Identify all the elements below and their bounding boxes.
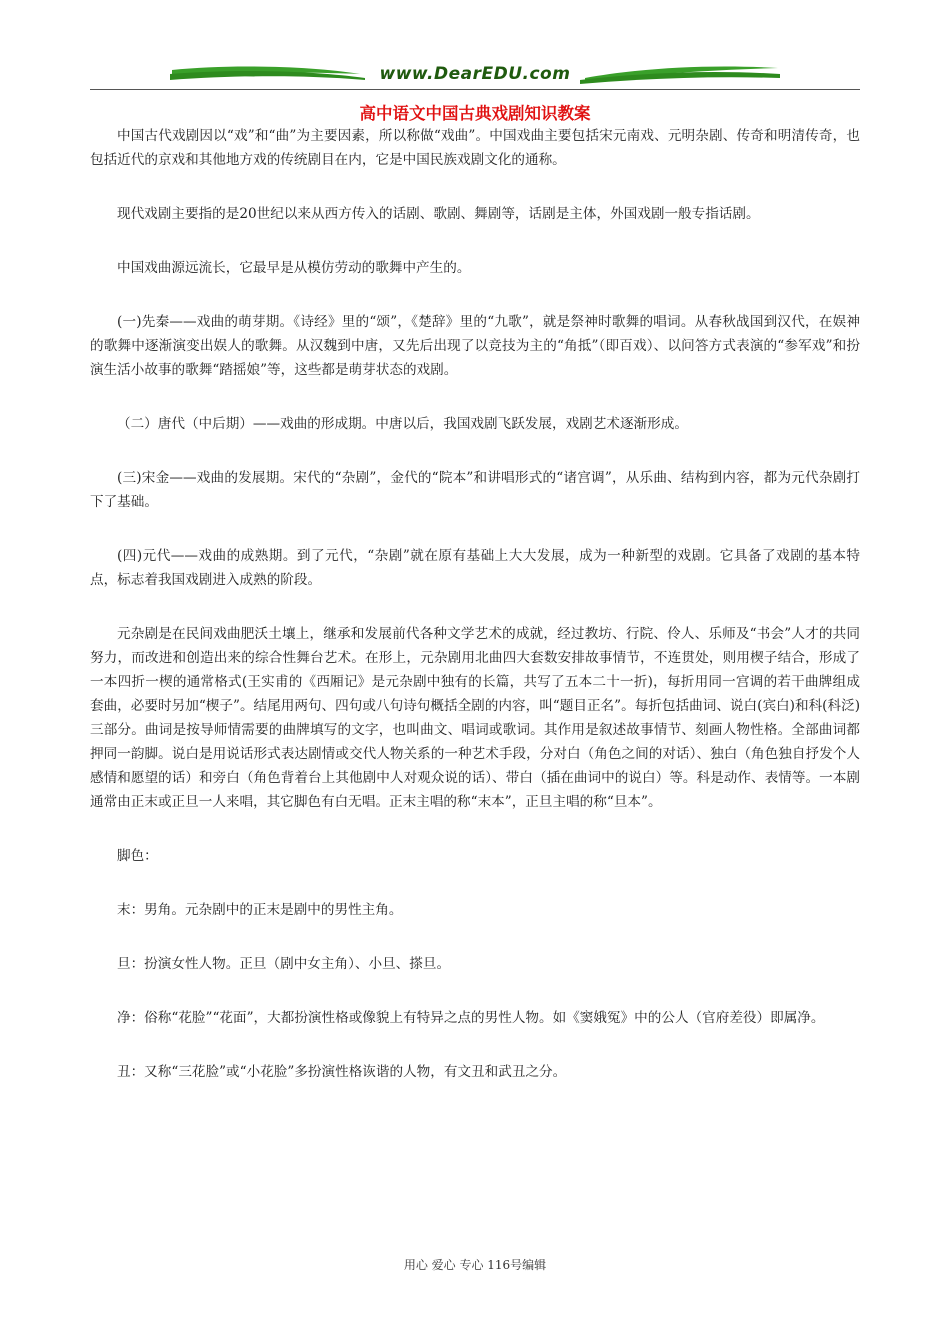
site-logo-banner (170, 60, 780, 96)
paragraph-6: (三)宋金——戏曲的发展期。宋代的“杂剧”，金代的“院本”和讲唱形式的“诸宫调”，从乐曲、结构到内容，都为元代杂剧打下了基础。 (90, 470, 860, 510)
paragraph-1: 中国古代戏剧因以“戏”和“曲”为主要因素，所以称做“戏曲”。中国戏曲主要包括宋元南戏、元明杂剧、传奇和明清传奇，也包括近代的京戏和其他地方戏的传统剧目在内，它是中国民族戏剧文化的通称。 (90, 128, 860, 168)
paragraph-7: (四)元代——戏曲的成熟期。到了元代，“杂剧”就在原有基础上大大发展，成为一种新型的戏剧。它具备了戏剧的基本特点，标志着我国戏剧进入成熟的阶段。 (90, 548, 860, 588)
site-url-text: www.DearEDU.com (379, 64, 571, 84)
header-divider (90, 89, 860, 90)
roles-heading: 脚色： (117, 848, 158, 864)
paragraph-4: (一)先秦——戏曲的萌芽期。《诗经》里的“颂”，《楚辞》里的“九歌”，就是祭神时歌舞的唱词。从春秋战国到汉代，在娱神的歌舞中逐渐演变出娱人的歌舞。从汉魏到中唐，又先后出现了以竞技为主的“角抵”（即百戏）、以问答方式表演的“参军戏”和扮演生活小故事的歌舞“踏摇娘”等，这些都是萌芽状态的戏剧。 (90, 314, 860, 378)
page-footer: 用心 爱心 专心 116号编辑 (403, 1258, 547, 1272)
role-jing: 净：俗称“花脸”“花面”，大都扮演性格或像貌上有特异之点的男性人物。如《窦娥冤》中的公人（官府差役）即属净。 (117, 1010, 825, 1026)
paragraph-8: 元杂剧是在民间戏曲肥沃土壤上，继承和发展前代各种文学艺术的成就，经过教坊、行院、伶人、乐师及“书会”人才的共同努力，而改进和创造出来的综合性舞台艺术。在形上，元杂剧用北曲四大套数安排故事情节，不连贯处，则用楔子结合，形成了一本四折一楔的通常格式(王实甫的《西厢记》是元杂剧中独有的长篇，共写了五本二十一折)，每折用同一宫调的若干曲牌组成套曲，必要时另加“楔子”。结尾用两句、四句或八句诗句概括全剧的内容，叫“题目正名”。每折包括曲词、说白(宾白)和科(科泛)三部分。曲词是按导师情需要的曲牌填写的文字，也叫曲文、唱词或歌词。其作用是叙述故事情节、刻画人物性格。全部曲词都押同一韵脚。说白是用说话形式表达剧情或交代人物关系的一种艺术手段，分对白（角色之间的对话）、独白（角色独自抒发个人感情和愿望的话）和旁白（角色背着台上其他剧中人对观众说的话）、带白（插在曲词中的说白）等。科是动作、表情等。一本剧通常由正末或正旦一人来唱，其它脚色有白无唱。正末主唱的称“末本”，正旦主唱的称“旦本”。 (90, 626, 860, 810)
paragraph-5: （二）唐代（中后期）——戏曲的形成期。中唐以后，我国戏剧飞跃发展，戏剧艺术逐渐形成。 (117, 416, 688, 432)
document-body (90, 124, 860, 1084)
page-title: 高中语文中国古典戏剧知识教案 (359, 104, 591, 123)
role-chou: 丑：又称“三花脸”或“小花脸”多扮演性格诙谐的人物，有文丑和武丑之分。 (117, 1064, 567, 1080)
paragraph-2: 现代戏剧主要指的是20世纪以来从西方传入的话剧、歌剧、舞剧等，话剧是主体，外国戏剧一般专指话剧。 (117, 206, 760, 222)
role-mo: 末：男角。元杂剧中的正末是剧中的男性主角。 (117, 902, 403, 918)
paragraph-3: 中国戏曲源远流长，它最早是从模仿劳动的歌舞中产生的。 (117, 260, 471, 276)
role-dan: 旦：扮演女性人物。正旦（剧中女主角）、小旦、搽旦。 (117, 956, 451, 972)
